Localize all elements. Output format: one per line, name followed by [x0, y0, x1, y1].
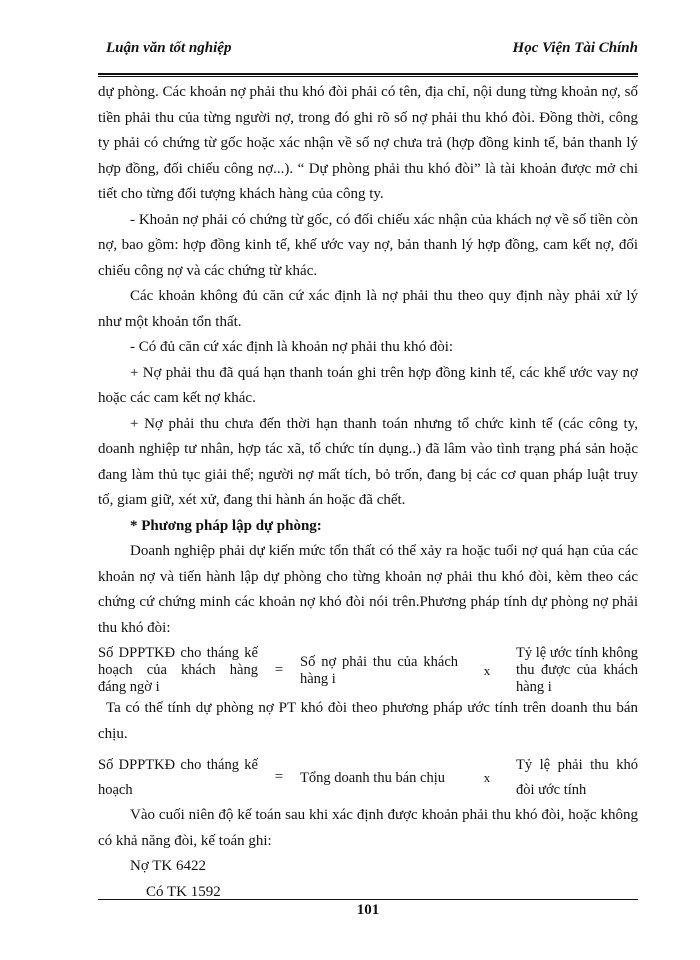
header-rule-thick — [98, 73, 638, 75]
page-footer — [98, 896, 638, 936]
formula-2-equals: = — [274, 769, 284, 786]
paragraph-2: - Khoản nợ phải có chứng từ gốc, có đối chiếu xác nhận của khách nợ về số tiền còn nợ, bao gồm: hợp đồng kinh tế, khế ước vay nợ, bản thanh lý hợp đồng, cam kết nợ, đối chiếu công nợ và các chứng từ khác. — [98, 211, 638, 279]
section-heading: * Phương pháp lập dự phòng: — [130, 517, 322, 534]
formula-1-times: x — [483, 662, 491, 678]
header-thesis-title: Luận văn tốt nghiệp — [106, 40, 232, 56]
paragraph-9: Vào cuối niên độ kế toán sau khi xác định được khoản phải thu khó đòi, hoặc không có khả năng đòi, kế toán ghi: — [98, 807, 638, 849]
formula-1-equals: = — [274, 661, 284, 678]
header-institution: Học Viện Tài Chính — [512, 40, 638, 56]
formula-1-term2: Tỷ lệ ước tính không thu được của khách hàng i — [516, 645, 638, 695]
journal-entry-credit: Có TK 1592 — [146, 883, 221, 900]
formula-1 — [98, 645, 638, 696]
formula-2-term1: Tổng doanh thu bán chịu — [300, 769, 445, 786]
paragraph-7: Doanh nghiệp phải dự kiến mức tổn thất có thể xảy ra hoặc tuổi nợ quá hạn của các khoản nợ và tiến hành lập dự phòng cho từng khoản nợ phải thu khó đòi, kèm theo các chứng cứ chứng minh các khoản nợ khó đòi nói trên.Phương pháp tính dự phòng nợ phải thu khó đòi: — [98, 543, 638, 636]
page-header — [98, 38, 638, 78]
paragraph-3: Các khoản không đủ căn cứ xác định là nợ phải thu theo quy định này phải xử lý như một khoản tổn thất. — [98, 288, 638, 330]
journal-entry-debit: Nợ TK 6422 — [130, 858, 206, 874]
formula-1-term1: Số nợ phải thu của khách hàng i — [300, 653, 458, 687]
paragraph-1: dự phòng. Các khoản nợ phải thu khó đòi phải có tên, địa chỉ, nội dung từng khoản nợ, số tiền phải thu của từng người nợ, trong đó ghi rõ số nợ phải thu khó đòi. Đồng thời, công ty phải có chứng từ gốc hoặc xác nhận về số nợ chưa trả (hợp đồng kinh tế, bản thanh lý hợp đồng, đối chiếu công nợ...). “ Dự phòng phải thu khó đòi” là tài khoản được mở chi tiết cho từng đối tượng khách hàng của công ty. — [98, 84, 638, 202]
header-rule-thin — [98, 76, 638, 77]
page-body — [98, 80, 638, 905]
formula-2-lhs: Số DPPTKĐ cho tháng kế hoạch — [98, 757, 258, 798]
footer-rule — [98, 899, 638, 900]
formula-1-lhs: Số DPPTKĐ cho tháng kế hoạch của khách hàng đáng ngờ i — [98, 645, 258, 695]
paragraph-8: Ta có thể tính dự phòng nợ PT khó đòi theo phương pháp ước tính trên doanh thu bán chịu. — [98, 700, 638, 742]
formula-2-term2: Tỷ lệ phải thu khó đòi ước tính — [516, 757, 638, 798]
paragraph-6: + Nợ phải thu chưa đến thời hạn thanh toán nhưng tổ chức kinh tế (các công ty, doanh nghiệp tư nhân, hợp tác xã, tổ chức tín dụng..) đã lâm vào tình trạng phá sản hoặc đang làm thủ tục giải thể; người nợ mất tích, bỏ trốn, đang bị các cơ quan pháp luật truy tố, giam giữ, xét xử, đang thi hành án hoặc đã chết. — [98, 415, 638, 508]
formula-2-times: x — [483, 770, 491, 786]
paragraph-5: + Nợ phải thu đã quá hạn thanh toán ghi trên hợp đồng kinh tế, các khế ước vay nợ hoặc các cam kết nợ khác. — [98, 364, 638, 406]
formula-2 — [98, 753, 638, 803]
page-number: 101 — [356, 902, 380, 918]
paragraph-4: - Có đủ căn cứ xác định là khoản nợ phải thu khó đòi: — [130, 339, 454, 355]
